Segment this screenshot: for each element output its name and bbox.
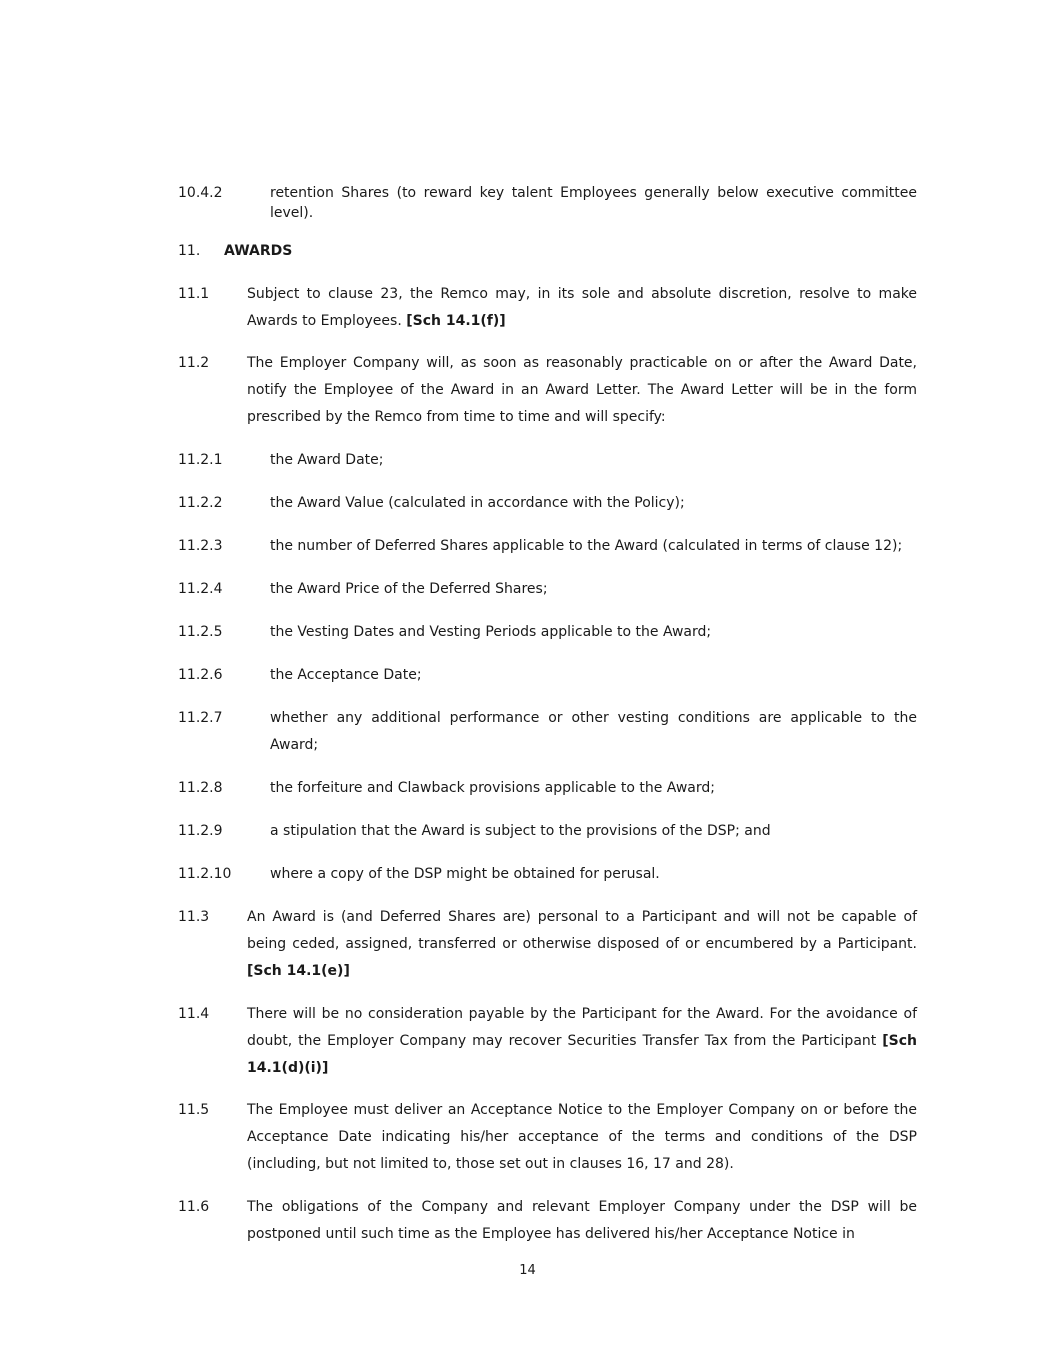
clause-number: 11.2.10 bbox=[178, 866, 232, 882]
clause-text: the Award Price of the Deferred Shares; bbox=[270, 581, 548, 597]
schedule-reference: [Sch 14.1(e)] bbox=[247, 963, 350, 979]
clause-11-2-9 bbox=[178, 818, 917, 845]
section-title: AWARDS bbox=[224, 243, 293, 259]
clause-number: 11.2.4 bbox=[178, 581, 223, 597]
schedule-reference: [Sch 14.1(d)(i)] bbox=[247, 1033, 917, 1076]
clause-text: The Employee must deliver an Acceptance Notice to the Employer Company on or before the Acceptance Date indicating his/her acceptance of the terms and conditions of the DSP (including, but not limited to, those set out in clauses 16, 17 and 28). bbox=[247, 1102, 917, 1172]
clause-body: An Award is (and Deferred Shares are) personal to a Participant and will not be capable of being ceded, assigned, transferred or otherwise disposed of or encumbered by a Participant. bbox=[247, 909, 917, 952]
clause-number: 11.3 bbox=[178, 909, 210, 925]
clause-body: Subject to clause 23, the Remco may, in its sole and absolute discretion, resolve to make Awards to Employees. bbox=[247, 286, 917, 329]
clause-number: 11.6 bbox=[178, 1199, 210, 1215]
clause-11-3 bbox=[178, 904, 917, 985]
clause-text: retention Shares (to reward key talent Employees generally below executive committee level). bbox=[270, 185, 917, 221]
clause-number: 10.4.2 bbox=[178, 185, 223, 201]
clause-text: The obligations of the Company and relevant Employer Company under the DSP will be postponed until such time as the Employee has delivered his/her Acceptance Notice in bbox=[247, 1199, 917, 1242]
clause-text bbox=[247, 1001, 917, 1082]
clause-number: 11.2 bbox=[178, 355, 210, 371]
clause-body: There will be no consideration payable by the Participant for the Award. For the avoidance of doubt, the Employer Company may recover Securities Transfer Tax from the Participant bbox=[247, 1006, 917, 1049]
clause-11-2-6 bbox=[178, 662, 917, 689]
clause-number: 11.2.7 bbox=[178, 710, 223, 726]
clause-11-2-10 bbox=[178, 861, 917, 888]
clause-11-2 bbox=[178, 350, 917, 431]
clause-number: 11.2.1 bbox=[178, 452, 223, 468]
section-number: 11. bbox=[178, 243, 201, 259]
clause-11-2-4 bbox=[178, 576, 917, 603]
clause-text: The Employer Company will, as soon as reasonably practicable on or after the Award Date, notify the Employee of the Award in an Award Letter. The Award Letter will be in the form prescribed by the Remco from time to time and will specify: bbox=[247, 355, 917, 425]
page-number: 14 bbox=[519, 1263, 536, 1278]
clause-text: the forfeiture and Clawback provisions applicable to the Award; bbox=[270, 780, 715, 796]
clause-number: 11.2.3 bbox=[178, 538, 223, 554]
clause-number: 11.1 bbox=[178, 286, 210, 302]
clause-11-2-7 bbox=[178, 705, 917, 759]
schedule-reference: [Sch 14.1(f)] bbox=[406, 313, 506, 329]
clause-number: 11.5 bbox=[178, 1102, 210, 1118]
clause-text: a stipulation that the Award is subject to the provisions of the DSP; and bbox=[270, 823, 771, 839]
clause-text: the Acceptance Date; bbox=[270, 667, 422, 683]
clause-11-1 bbox=[178, 281, 917, 335]
section-heading-awards bbox=[178, 241, 292, 261]
clause-number: 11.2.9 bbox=[178, 823, 223, 839]
clause-11-2-1 bbox=[178, 447, 917, 474]
clause-number: 11.2.2 bbox=[178, 495, 223, 511]
clause-text: whether any additional performance or other vesting conditions are applicable to the Award; bbox=[270, 710, 917, 753]
clause-text: the Award Value (calculated in accordance with the Policy); bbox=[270, 495, 685, 511]
clause-text: the Vesting Dates and Vesting Periods applicable to the Award; bbox=[270, 624, 712, 640]
clause-number: 11.2.6 bbox=[178, 667, 223, 683]
clause-11-6 bbox=[178, 1194, 917, 1248]
clause-11-4 bbox=[178, 1001, 917, 1082]
clause-text: where a copy of the DSP might be obtained for perusal. bbox=[270, 866, 660, 882]
clause-text: the Award Date; bbox=[270, 452, 384, 468]
clause-number: 11.2.5 bbox=[178, 624, 223, 640]
clause-text bbox=[247, 904, 917, 985]
clause-11-2-3 bbox=[178, 533, 917, 560]
clause-11-2-2 bbox=[178, 490, 917, 517]
clause-11-2-8 bbox=[178, 775, 917, 802]
clause-10-4-2 bbox=[178, 183, 917, 223]
clause-text: the number of Deferred Shares applicable to the Award (calculated in terms of clause 12); bbox=[270, 538, 903, 554]
clause-11-5 bbox=[178, 1097, 917, 1178]
clause-text bbox=[247, 281, 917, 335]
clause-number: 11.4 bbox=[178, 1006, 210, 1022]
clause-number: 11.2.8 bbox=[178, 780, 223, 796]
clause-11-2-5 bbox=[178, 619, 917, 646]
